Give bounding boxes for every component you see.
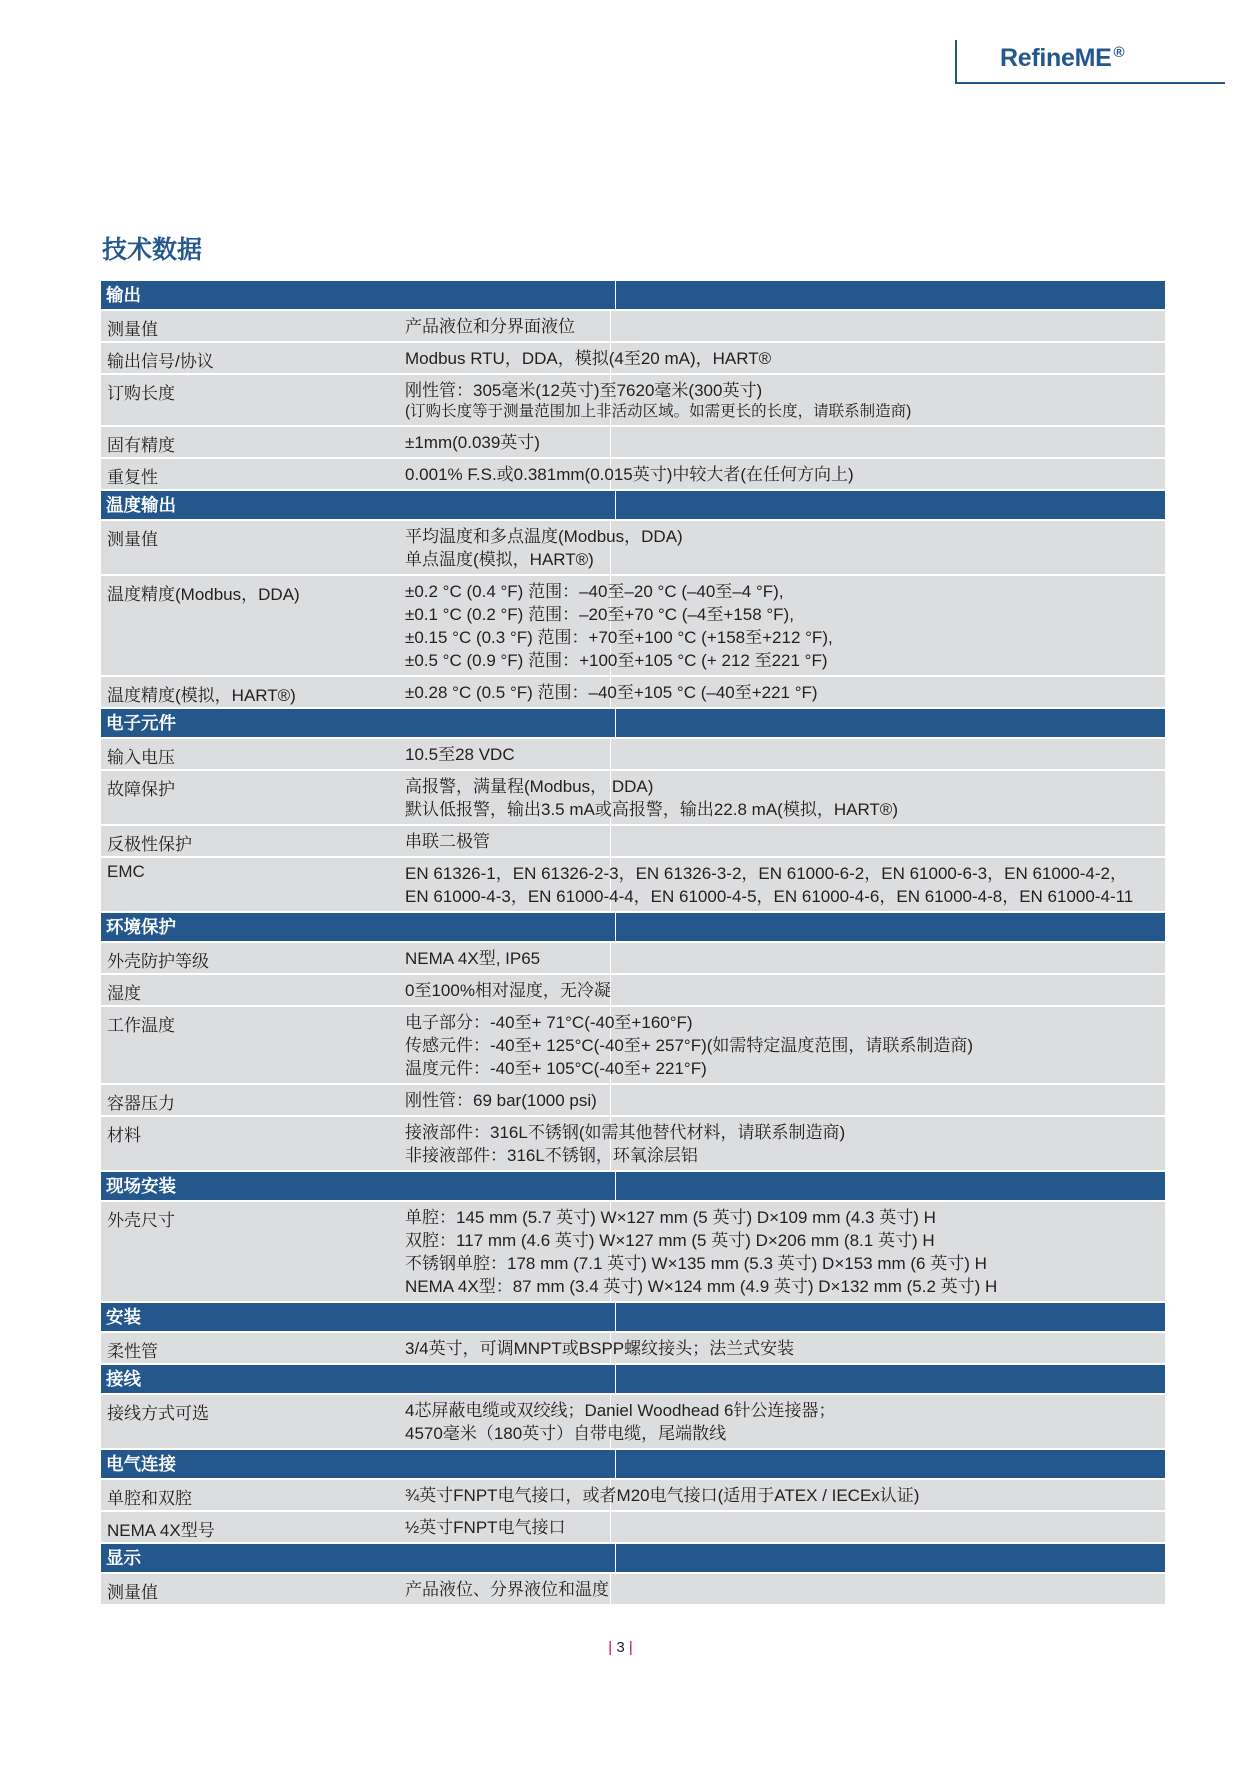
spec-value — [405, 1333, 1165, 1363]
spec-value-line: 串联二极管 — [405, 832, 490, 851]
spec-label: 重复性 — [107, 468, 158, 487]
spec-value — [405, 311, 1165, 341]
spec-row — [101, 675, 1165, 707]
spec-row — [101, 1478, 1165, 1510]
section-header — [101, 1170, 1165, 1200]
section-header — [101, 281, 1165, 309]
spec-value — [405, 1085, 1165, 1115]
spec-row — [101, 1510, 1165, 1542]
spec-label: 反极性保护 — [107, 835, 192, 854]
spec-value — [405, 521, 1165, 574]
spec-value-line: 0.001% F.S.或0.381mm(0.015英寸)中较大者(在任何方向上) — [405, 465, 854, 484]
spec-row — [101, 341, 1165, 373]
spec-value-line: 非接液部件：316L不锈钢，环氧涂层铝 — [405, 1146, 698, 1165]
spec-label: 订购长度 — [107, 384, 175, 403]
spec-value — [405, 975, 1165, 1005]
spec-label: 湿度 — [107, 984, 141, 1003]
spec-row — [101, 1331, 1165, 1363]
spec-value — [405, 943, 1165, 973]
spec-value-line: ±0.2 °C (0.4 °F) 范围：–40至–20 °C (–40至–4 °F), — [405, 582, 784, 601]
spec-value-line: 高报警，满量程(Modbus， DDA) — [405, 777, 654, 796]
section-header — [101, 1363, 1165, 1393]
spec-row — [101, 425, 1165, 457]
spec-label: 温度精度(Modbus，DDA) — [107, 585, 300, 604]
spec-value-line: 平均温度和多点温度(Modbus，DDA) — [405, 527, 683, 546]
spec-row — [101, 309, 1165, 341]
section-title: 输出 — [101, 281, 616, 309]
section-header-filler — [616, 1544, 1165, 1572]
spec-row — [101, 457, 1165, 489]
spec-value-line: 不锈钢单腔：178 mm (7.1 英寸) W×135 mm (5.3 英寸) D×153 mm (6 英寸) H — [405, 1254, 987, 1273]
spec-label: 材料 — [107, 1126, 141, 1145]
spec-label: 固有精度 — [107, 436, 175, 455]
section-header-filler — [616, 913, 1165, 941]
spec-label: 单腔和双腔 — [107, 1489, 192, 1508]
spec-value-line: 4芯屏蔽电缆或双绞线；Daniel Woodhead 6针公连接器； — [405, 1401, 836, 1420]
spec-value-line: ½英寸FNPT电气接口 — [405, 1518, 566, 1537]
spec-row — [101, 373, 1165, 425]
spec-value — [405, 677, 1165, 707]
section-title: 电子元件 — [101, 709, 616, 737]
spec-value-line: 电子部分：-40至+ 71°C(-40至+160°F) — [405, 1013, 693, 1032]
section-header-filler — [616, 1172, 1165, 1200]
section-header — [101, 489, 1165, 519]
brand-logo — [1000, 44, 1124, 73]
spec-value-line: ±0.5 °C (0.9 °F) 范围：+100至+105 °C (+ 212 至221 °F) — [405, 651, 828, 670]
spec-label: 外壳防护等级 — [107, 952, 209, 971]
spec-row — [101, 1115, 1165, 1170]
spec-value — [405, 375, 1165, 425]
spec-value-line: 单腔：145 mm (5.7 英寸) W×127 mm (5 英寸) D×109 mm (4.3 英寸) H — [405, 1208, 936, 1227]
section-header — [101, 1448, 1165, 1478]
spec-value-line: 接液部件：316L不锈钢(如需其他替代材料，请联系制造商) — [405, 1123, 846, 1142]
section-title: 安装 — [101, 1303, 616, 1331]
spec-label: NEMA 4X型号 — [107, 1521, 215, 1540]
spec-row — [101, 1393, 1165, 1448]
section-title: 环境保护 — [101, 913, 616, 941]
section-header-filler — [616, 1450, 1165, 1478]
spec-value — [405, 1480, 1165, 1510]
spec-value-line: 10.5至28 VDC — [405, 745, 515, 764]
spec-value — [405, 459, 1165, 489]
section-header — [101, 911, 1165, 941]
page-number: 3 — [616, 1639, 625, 1656]
spec-value-line: ±0.28 °C (0.5 °F) 范围：–40至+105 °C (–40至+221 °F) — [405, 683, 818, 702]
section-title: 显示 — [101, 1544, 616, 1572]
section-title: 温度输出 — [101, 491, 616, 519]
spec-value — [405, 826, 1165, 856]
footer-divider-right: | — [628, 1639, 633, 1656]
spec-label: 温度精度(模拟，HART®) — [107, 686, 296, 705]
section-header-filler — [616, 709, 1165, 737]
spec-value — [405, 343, 1165, 373]
spec-row — [101, 519, 1165, 574]
section-header — [101, 1301, 1165, 1331]
spec-label: 外壳尺寸 — [107, 1211, 175, 1230]
spec-row — [101, 941, 1165, 973]
spec-value — [405, 1202, 1165, 1301]
section-header-filler — [616, 1365, 1165, 1393]
spec-row — [101, 769, 1165, 824]
spec-value — [405, 771, 1165, 824]
spec-value-line: 双腔：117 mm (4.6 英寸) W×127 mm (5 英寸) D×206 mm (8.1 英寸) H — [405, 1231, 935, 1250]
spec-value-line: 0至100%相对湿度，无冷凝 — [405, 981, 611, 1000]
spec-value-line: 默认低报警，输出3.5 mA或高报警，输出22.8 mA(模拟，HART®) — [405, 800, 898, 819]
spec-value-line: ±0.1 °C (0.2 °F) 范围：–20至+70 °C (–4至+158 °F), — [405, 605, 794, 624]
spec-value — [405, 1512, 1165, 1542]
section-header — [101, 1542, 1165, 1572]
spec-label: 工作温度 — [107, 1016, 175, 1035]
spec-value-line: (订购长度等于测量范围加上非活动区域。如需更长的长度，请联系制造商) — [405, 403, 912, 420]
brand-registered-mark: ® — [1113, 44, 1125, 61]
spec-value-line: ¾英寸FNPT电气接口，或者M20电气接口(适用于ATEX / IECEx认证) — [405, 1486, 920, 1505]
spec-value-line: 单点温度(模拟，HART®) — [405, 550, 594, 569]
footer-divider-left: | — [608, 1639, 613, 1656]
spec-row — [101, 856, 1165, 911]
spec-row — [101, 824, 1165, 856]
spec-value — [405, 739, 1165, 769]
spec-label: 测量值 — [107, 1583, 158, 1602]
spec-label: 测量值 — [107, 320, 158, 339]
spec-value-line: 传感元件：-40至+ 125°C(-40至+ 257°F)(如需特定温度范围，请联系制造商) — [405, 1036, 974, 1055]
spec-value-line: NEMA 4X型, IP65 — [405, 949, 541, 968]
spec-label: 容器压力 — [107, 1094, 175, 1113]
spec-value — [405, 1574, 1165, 1604]
section-title: 接线 — [101, 1365, 616, 1393]
spec-row — [101, 1005, 1165, 1083]
spec-value — [405, 576, 1165, 675]
spec-value — [405, 1007, 1165, 1083]
spec-value-line: 产品液位和分界面液位 — [405, 317, 575, 336]
spec-label: 输出信号/协议 — [107, 352, 214, 371]
spec-label: 故障保护 — [107, 780, 175, 799]
spec-value-line: 3/4英寸，可调MNPT或BSPP螺纹接头；法兰式安装 — [405, 1339, 795, 1358]
section-header-filler — [616, 281, 1165, 309]
spec-row — [101, 1200, 1165, 1301]
section-title: 现场安装 — [101, 1172, 616, 1200]
spec-value-line: 刚性管：305毫米(12英寸)至7620毫米(300英寸) — [405, 381, 763, 400]
spec-row — [101, 1572, 1165, 1604]
section-title: 电气连接 — [101, 1450, 616, 1478]
section-header — [101, 707, 1165, 737]
spec-label: 输入电压 — [107, 748, 175, 767]
spec-value-line: 4570毫米（180英寸）自带电缆，尾端散线 — [405, 1424, 727, 1443]
spec-value — [405, 1395, 1165, 1448]
spec-label: 接线方式可选 — [107, 1404, 209, 1423]
spec-value-line: Modbus RTU，DDA，模拟(4至20 mA)，HART® — [405, 349, 772, 368]
spec-row — [101, 574, 1165, 675]
section-header-filler — [616, 491, 1165, 519]
spec-label: 测量值 — [107, 530, 158, 549]
spec-label: EMC — [107, 862, 145, 881]
spec-row — [101, 1083, 1165, 1115]
spec-row — [101, 973, 1165, 1005]
page-footer — [0, 1639, 1241, 1656]
spec-value-line: ±0.15 °C (0.3 °F) 范围：+70至+100 °C (+158至+212 °F), — [405, 628, 833, 647]
spec-value — [405, 427, 1165, 457]
spec-value — [405, 1117, 1165, 1170]
spec-label: 柔性管 — [107, 1342, 158, 1361]
spec-row — [101, 737, 1165, 769]
spec-value-line: 刚性管：69 bar(1000 psi) — [405, 1091, 597, 1110]
page-title: 技术数据 — [102, 236, 203, 264]
spec-value-line: ±1mm(0.039英寸) — [405, 433, 540, 452]
spec-value-line: 温度元件：-40至+ 105°C(-40至+ 221°F) — [405, 1059, 707, 1078]
spec-value-line: EN 61000-4-3，EN 61000-4-4，EN 61000-4-5，EN 61000-4-6，EN 61000-4-8，EN 61000-4-11 — [405, 887, 1134, 906]
spec-value-line: NEMA 4X型：87 mm (3.4 英寸) W×124 mm (4.9 英寸) D×132 mm (5.2 英寸) H — [405, 1277, 998, 1296]
spec-value-line: EN 61326-1，EN 61326-2-3，EN 61326-3-2，EN 61000-6-2，EN 61000-6-3，EN 61000-4-2， — [405, 864, 1127, 883]
spec-value — [405, 858, 1165, 911]
spec-value-line: 产品液位、分界液位和温度 — [405, 1580, 609, 1599]
spec-table — [101, 281, 1165, 1604]
brand-name: RefineME — [1000, 44, 1112, 72]
section-header-filler — [616, 1303, 1165, 1331]
